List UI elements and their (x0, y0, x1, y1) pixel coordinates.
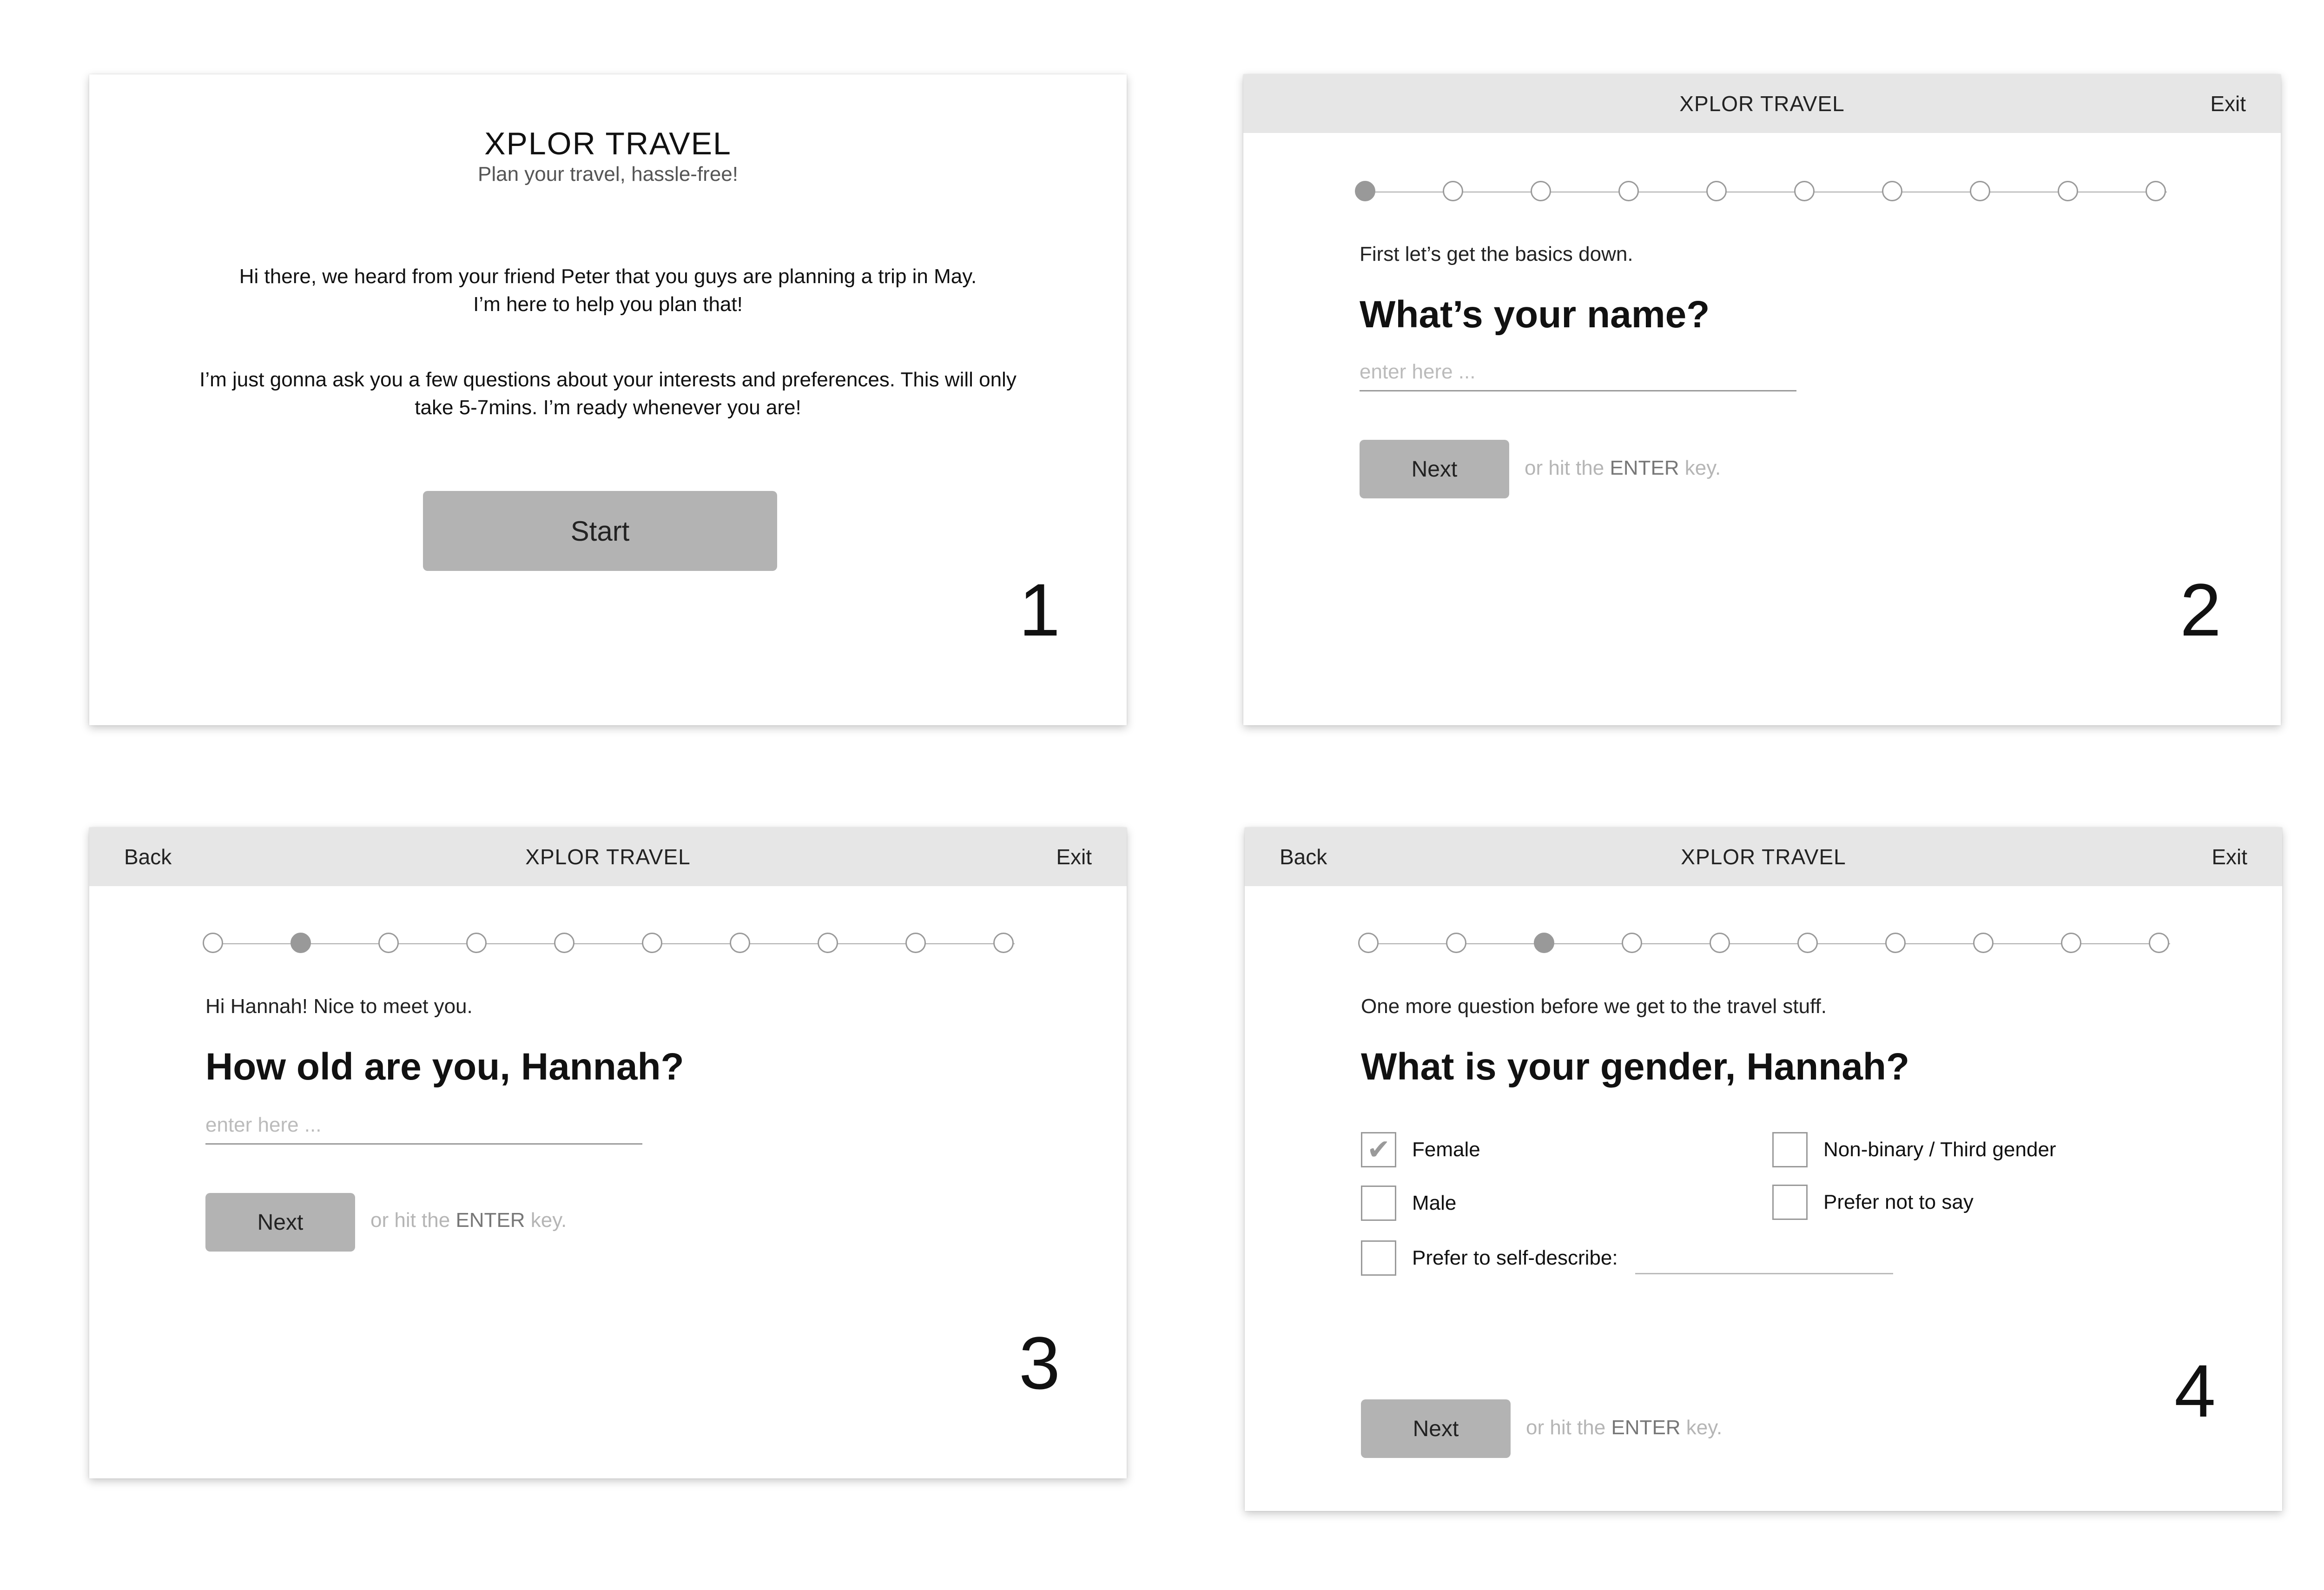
screen-4-gender (1245, 828, 2282, 1511)
name-input[interactable] (1360, 360, 1796, 391)
nonbinary-label: Non-binary / Third gender (1823, 1138, 2056, 1161)
progress-stepper (1358, 930, 2184, 958)
top-bar (1243, 74, 2281, 133)
hint-text-post: key. (1680, 1416, 1723, 1439)
progress-stepper (1355, 178, 2181, 206)
progress-dot-7 (1885, 933, 1906, 953)
enter-key-hint (370, 1209, 567, 1232)
progress-stepper (203, 930, 1029, 958)
checkmark-icon: ✔ (1367, 1134, 1391, 1165)
hint-text-pre: or hit the (1525, 457, 1610, 479)
female-label: Female (1412, 1138, 1480, 1161)
progress-dot-3 (378, 933, 399, 953)
progress-dot-5 (554, 933, 574, 953)
hint-key: ENTER (1610, 457, 1679, 479)
exit-link[interactable]: Exit (2212, 845, 2247, 869)
option-nonbinary (1772, 1132, 2056, 1167)
progress-line (1372, 943, 2170, 944)
progress-dot-1 (203, 933, 223, 953)
self-describe-input[interactable] (1635, 1273, 1893, 1274)
step-number: 1 (1019, 568, 1060, 651)
intro-paragraph-2-line-2: take 5-7mins. I’m ready whenever you are! (415, 396, 801, 419)
hint-text-pre: or hit the (370, 1209, 456, 1232)
progress-dot-10 (2149, 933, 2169, 953)
progress-dot-2 (290, 933, 311, 953)
progress-dot-5 (1710, 933, 1730, 953)
brand-title: XPLOR TRAVEL (1681, 845, 1846, 869)
step-number: 4 (2174, 1349, 2216, 1432)
progress-dot-2 (1446, 933, 1466, 953)
option-self-describe (1361, 1240, 1618, 1276)
question-title: How old are you, Hannah? (205, 1046, 684, 1088)
progress-dot-5 (1706, 181, 1727, 201)
hint-key: ENTER (456, 1209, 525, 1232)
progress-line (217, 943, 1015, 944)
enter-key-hint (1525, 457, 1721, 480)
progress-dot-3 (1534, 933, 1554, 953)
intro-paragraph-2-line-1: I’m just gonna ask you a few questions about your interests and preferences. This will only (199, 368, 1017, 391)
next-button[interactable]: Next (1360, 440, 1509, 498)
option-female (1361, 1132, 1480, 1167)
hint-text-post: key. (525, 1209, 567, 1232)
hint-text-post: key. (1679, 457, 1721, 479)
prefer-not-checkbox[interactable] (1772, 1185, 1808, 1220)
brand-title: XPLOR TRAVEL (484, 126, 732, 161)
female-checkbox[interactable] (1361, 1132, 1396, 1167)
hint-text-pre: or hit the (1526, 1416, 1611, 1439)
progress-dot-7 (730, 933, 750, 953)
question-title: What’s your name? (1360, 293, 1710, 336)
start-button[interactable]: Start (423, 491, 777, 571)
progress-dot-9 (2061, 933, 2081, 953)
progress-dot-9 (2058, 181, 2078, 201)
male-label: Male (1412, 1192, 1457, 1214)
male-checkbox[interactable] (1361, 1186, 1396, 1221)
enter-key-hint (1526, 1416, 1722, 1439)
intro-paragraph-1-line-1: Hi there, we heard from your friend Peter that you guys are planning a trip in May. (239, 265, 977, 288)
exit-link[interactable]: Exit (2210, 92, 2246, 116)
self-describe-label: Prefer to self-describe: (1412, 1246, 1618, 1269)
progress-dot-7 (1882, 181, 1902, 201)
intro-paragraph-1-line-2: I’m here to help you plan that! (473, 293, 743, 316)
brand-subtitle: Plan your travel, hassle-free! (477, 163, 739, 186)
top-bar (89, 828, 1127, 886)
hint-key: ENTER (1611, 1416, 1681, 1439)
progress-dot-1 (1355, 181, 1375, 201)
age-input[interactable] (205, 1113, 642, 1145)
progress-dot-2 (1443, 181, 1463, 201)
intro-paragraph-2 (89, 366, 1127, 422)
next-button[interactable]: Next (205, 1193, 355, 1252)
nonbinary-checkbox[interactable] (1772, 1132, 1808, 1167)
screen-2-name (1243, 74, 2281, 725)
progress-dot-8 (1973, 933, 1994, 953)
screen-3-age (89, 828, 1127, 1478)
progress-dot-3 (1531, 181, 1551, 201)
progress-dot-6 (642, 933, 662, 953)
progress-dot-8 (1970, 181, 1990, 201)
brand-title: XPLOR TRAVEL (525, 845, 691, 869)
next-button[interactable]: Next (1361, 1399, 1511, 1458)
progress-dot-4 (466, 933, 487, 953)
step-number: 2 (2180, 568, 2221, 651)
question-intro: Hi Hannah! Nice to meet you. (205, 995, 473, 1018)
self-describe-checkbox[interactable] (1361, 1240, 1396, 1276)
step-number: 3 (1019, 1321, 1060, 1404)
exit-link[interactable]: Exit (1056, 845, 1092, 869)
progress-dot-4 (1622, 933, 1642, 953)
top-bar (1245, 828, 2282, 886)
option-prefer-not (1772, 1185, 1974, 1220)
question-intro: First let’s get the basics down. (1360, 243, 1633, 265)
screen-1-welcome (89, 74, 1127, 725)
brand-title: XPLOR TRAVEL (1679, 92, 1845, 116)
progress-dot-10 (993, 933, 1014, 953)
option-male (1361, 1186, 1456, 1221)
question-intro: One more question before we get to the travel stuff. (1361, 995, 1827, 1018)
progress-dot-1 (1358, 933, 1379, 953)
back-link[interactable]: Back (124, 845, 172, 869)
progress-dot-6 (1797, 933, 1818, 953)
progress-dot-4 (1618, 181, 1639, 201)
progress-dot-9 (905, 933, 926, 953)
question-title: What is your gender, Hannah? (1361, 1046, 1910, 1088)
progress-dot-8 (818, 933, 838, 953)
prefer-not-label: Prefer not to say (1823, 1191, 1974, 1213)
intro-paragraph-1 (89, 263, 1127, 318)
progress-dot-6 (1794, 181, 1815, 201)
progress-dot-10 (2146, 181, 2166, 201)
back-link[interactable]: Back (1280, 845, 1327, 869)
